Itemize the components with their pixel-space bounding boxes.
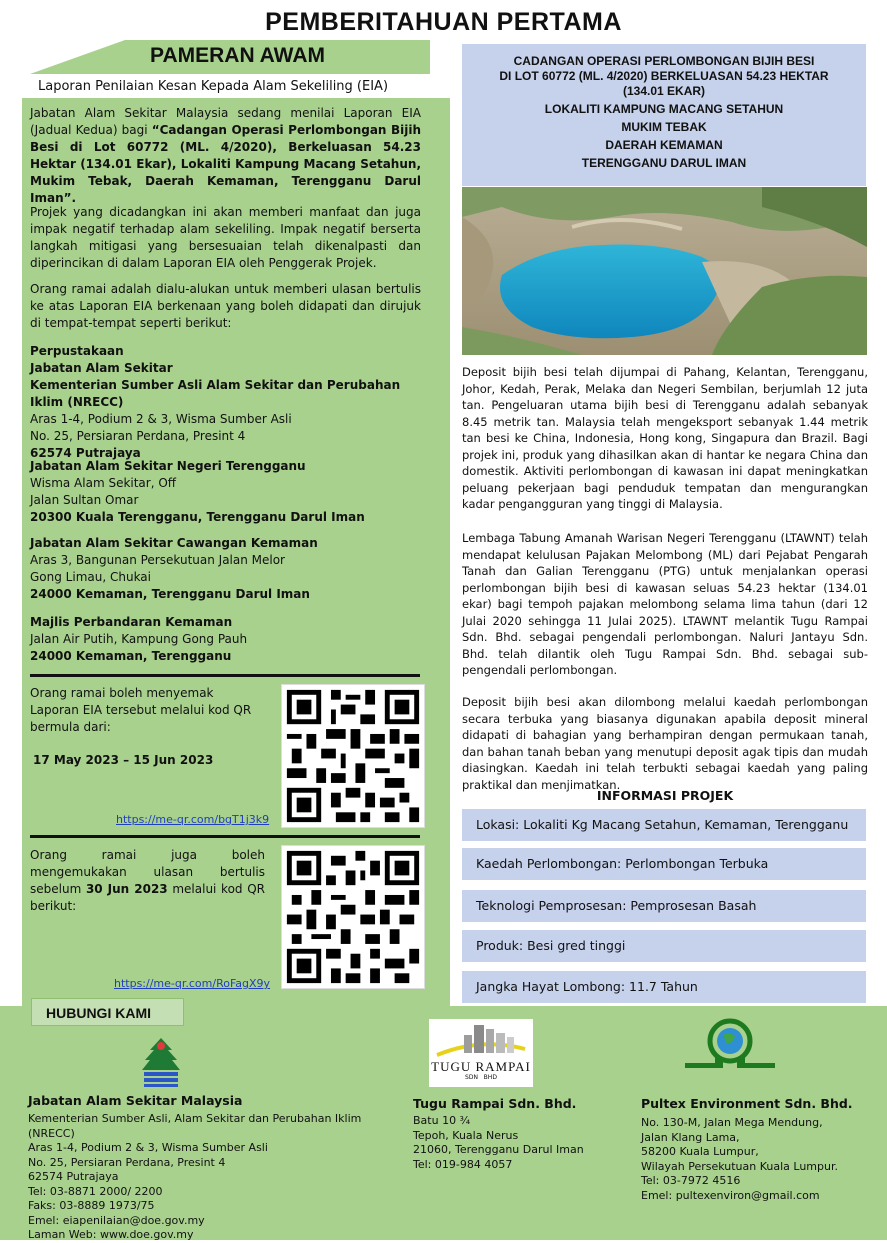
contact-line: Tepoh, Kuala Nerus [413, 1128, 519, 1142]
qr-code-review[interactable] [281, 684, 425, 828]
page-title: PEMBERITAHUAN PERTAMA [265, 8, 622, 36]
contact-line: 62574 Putrajaya [28, 1170, 119, 1183]
qr-code-icon [282, 846, 424, 988]
qr2-text: Orang ramai juga boleh mengemukakan ulasan bertulis sebelum [30, 848, 265, 896]
location-line: Jabatan Alam Sekitar [30, 361, 173, 375]
header-line: DAERAH KEMAMAN [605, 138, 723, 152]
info-processing-tech: Teknologi Pemprosesan: Pemprosesan Basah [462, 890, 866, 922]
contact-heading: HUBUNGI KAMI [31, 998, 184, 1026]
location-line: Perpustakaan [30, 344, 124, 358]
contact-line: Jalan Klang Lama, [641, 1130, 740, 1144]
header-line: (134.01 EKAR) [622, 84, 706, 98]
mine-aerial-photo [462, 187, 867, 355]
contact-email[interactable]: Emel: eiapenilaian@doe.gov.my [28, 1213, 205, 1227]
contact-line: No. 25, Persiaran Perdana, Presint 4 [28, 1155, 226, 1169]
info-product: Produk: Besi gred tinggi [462, 930, 866, 962]
location-line: 62574 Putrajaya [30, 446, 141, 460]
location-line: Wisma Alam Sekitar, Off [30, 476, 177, 490]
project-header [462, 54, 866, 171]
location-line: 24000 Kemaman, Terengganu [30, 649, 232, 663]
info-mining-method: Kaedah Perlombongan: Perlombongan Terbuka [462, 848, 866, 880]
intro-text: Jabatan Alam Sekitar Malaysia sedang menilai Laporan EIA (Jadual Kedua) bagi [30, 106, 421, 137]
contact-email[interactable]: Emel: pultexenviron@gmail.com [641, 1188, 820, 1202]
contact-line: Wilayah Persekutuan Kuala Lumpur. [641, 1159, 838, 1173]
paragraph-license: Lembaga Tabung Amanah Warisan Negeri Terengganu (LTAWNT) telah mendapat kelulusan Pajakan Melombong (ML) dari Pejabat Pengarah Tanah dan Galian Terengganu (PTG) untuk menjalankan operasi perlombongan bijih besi di kawasan seluas 54.23 hektar (134.01 ekar) bagi tempoh pajakan melombong selama lima tahun (dari 12 Julai 2020 sehingga 11 Julai 2025). LTAWNT melantik Tugu Rampai Sdn. Bhd. sebagai pengendali perlombongan. Naluri Jantayu Sdn. Bhd. telah dilantik oleh Tugu Rampai Sdn. Bhd. sebagai sub-pengendali perlombongan. [462, 531, 868, 677]
tugu-logo-subtext: SDN BHD [465, 1074, 497, 1081]
banner-title: PAMERAN AWAM [150, 44, 325, 67]
location-line: Aras 3, Bangunan Persekutuan Jalan Melor [30, 553, 285, 567]
doe-emblem-icon [132, 1032, 190, 1090]
tugu-logo-text: TUGU RAMPAI [431, 1059, 531, 1074]
contact-line: 21060, Terengganu Darul Iman [413, 1143, 584, 1156]
contact-line: Faks: 03-8889 1973/75 [28, 1199, 155, 1212]
contact-line: Tel: 03-7972 4516 [641, 1174, 741, 1187]
qr-code-feedback[interactable] [281, 845, 425, 989]
qr1-description: Orang ramai boleh menyemak Laporan EIA tersebut melalui kod QR bermula dari: [30, 686, 252, 734]
location-line: No. 25, Persiaran Perdana, Presint 4 [30, 429, 246, 443]
qr2-link[interactable]: https://me-qr.com/RoFagX9y [114, 977, 271, 990]
header-line: TERENGGANU DARUL IMAN [581, 156, 747, 170]
location-4 [30, 614, 430, 665]
divider [30, 674, 420, 677]
contact-line: Kementerian Sumber Asli, Alam Sekitar dan Perubahan Iklim (NRECC) [28, 1112, 362, 1140]
tugu-rampai-building-icon [429, 1019, 533, 1061]
location-line: Jabatan Alam Sekitar Cawangan Kemaman [30, 536, 318, 550]
header-line: MUKIM TEBAK [621, 120, 707, 134]
contact-line: Tel: 03-8871 2000/ 2200 [28, 1184, 163, 1198]
qr2-text: melalui kod QR berikut: [30, 882, 265, 913]
paragraph-method: Deposit bijih besi akan dilombong melalui kaedah perlombongan secara terbuka yang biasanya digunakan apabila deposit mineral didapati di bahagian yang berhampiran dengan permukaan tanah, dan bahan tanah beban yang menutupi deposit agak tipis dan mudah diasingkan. Kaedah ini telah terbukti sebagai kaedah yang paling praktikal dan menjimatkan. [462, 695, 868, 792]
location-line: Jabatan Alam Sekitar Negeri Terengganu [30, 459, 306, 473]
divider [30, 835, 420, 838]
qr1-link[interactable]: https://me-qr.com/bgT1j3k9 [116, 813, 270, 826]
tugu-name: Tugu Rampai Sdn. Bhd. [413, 1096, 577, 1111]
location-line: Jalan Air Putih, Kampung Gong Pauh [30, 632, 248, 646]
subtitle: Laporan Penilaian Kesan Kepada Alam Sekeliling (EIA) [38, 79, 389, 94]
paragraph-impact: Projek yang dicadangkan ini akan memberi manfaat dan juga impak negatif terhadap alam sekeliling. Impak negatif berserta langkah mitigasi yang bersesuaian telah dikenalpasti dan diperincikan di dalam Laporan EIA oleh Penggerak Projek. [30, 205, 421, 270]
deadline-date: 30 Jun 2023 [85, 882, 168, 896]
paragraph-deposit: Deposit bijih besi telah dijumpai di Pahang, Kelantan, Terengganu, Johor, Kedah, Perak, Melaka dan Negeri Sembilan, berjumlah 12 juta tan. Pengeluaran utama bijih besi di Terengganu adalah sebanyak 8.45 metrik tan. Malaysia telah mengeksport sebanyak 1.44 metrik tan besi ke China, Indonesia, Hong kong, Singapura dan Brazil. Bagi projek ini, produk yang dihasilkan akan di hantar ke negara China dan domestik. Aktiviti perlombongan di kawasan ini dapat meningkatkan peluang pekerjaan bagi penduduk tempatan dan mengurangkan kadar pengangguran yang tinggi di Malaysia. [462, 365, 868, 511]
header-line: DI LOT 60772 (ML. 4/2020) BERKELUASAN 54.23 HEKTAR [499, 69, 829, 83]
contact-line: Batu 10 ¾ [413, 1114, 471, 1127]
review-dates: 17 May 2023 – 15 Jun 2023 [33, 753, 214, 767]
project-title-bold: “Cadangan Operasi Perlombongan Bijih Besi di Lot 60772 (ML. 4/2020), Berkeluasan 54.23 Hektar (134.01 Ekar), Lokaliti Kampung Macang Setahun, Mukim Tebak, Daerah Kemaman, Terengganu Darul Iman”. [30, 123, 422, 205]
location-line: Kementerian Sumber Asli Alam Sekitar dan Perubahan Iklim (NRECC) [30, 378, 401, 409]
location-line: 20300 Kuala Terengganu, Terengganu Darul Iman [30, 510, 365, 524]
pultex-contact-details [641, 1116, 881, 1203]
pultex-name: Pultex Environment Sdn. Bhd. [641, 1096, 853, 1111]
aerial-photo-image [462, 187, 867, 355]
pultex-logo [685, 1017, 775, 1075]
info-heading: INFORMASI PROJEK [596, 788, 734, 803]
contact-website[interactable]: Laman Web: www.doe.gov.my [28, 1228, 194, 1241]
qr2-description [30, 847, 265, 915]
contact-line: Aras 1-4, Podium 2 & 3, Wisma Sumber Asli [28, 1141, 268, 1154]
location-line: Aras 1-4, Podium 2 & 3, Wisma Sumber Asli [30, 412, 292, 426]
contact-line: Tel: 019-984 4057 [413, 1157, 513, 1171]
doe-name: Jabatan Alam Sekitar Malaysia [28, 1093, 243, 1108]
header-line: CADANGAN OPERASI PERLOMBONGAN BIJIH BESI [513, 54, 815, 68]
contact-line: No. 130-M, Jalan Mega Mendung, [641, 1116, 823, 1129]
contact-line: 58200 Kuala Lumpur, [641, 1145, 759, 1158]
location-line: Majlis Perbandaran Kemaman [30, 615, 233, 629]
location-3 [30, 535, 430, 603]
tugu-contact-details [413, 1114, 613, 1172]
doe-contact-details [28, 1112, 398, 1243]
intro-paragraph [30, 105, 421, 207]
location-2 [30, 458, 430, 526]
location-line: 24000 Kemaman, Terengganu Darul Iman [30, 587, 310, 601]
doe-logo [132, 1032, 190, 1090]
tugu-rampai-logo [429, 1019, 533, 1087]
qr-code-icon [282, 685, 424, 827]
location-1 [30, 343, 430, 462]
pultex-globe-icon [685, 1017, 775, 1075]
info-mine-life: Jangka Hayat Lombong: 11.7 Tahun [462, 971, 866, 1003]
paragraph-invite: Orang ramai adalah dialu-alukan untuk memberi ulasan bertulis ke atas Laporan EIA berkenaan yang boleh didapati dan dirujuk di tempat-tempat seperti berikut: [30, 282, 421, 330]
location-line: Gong Limau, Chukai [30, 570, 151, 584]
location-line: Jalan Sultan Omar [30, 493, 139, 507]
header-line: LOKALITI KAMPUNG MACANG SETAHUN [544, 102, 784, 116]
info-location: Lokasi: Lokaliti Kg Macang Setahun, Kemaman, Terengganu [462, 809, 866, 841]
